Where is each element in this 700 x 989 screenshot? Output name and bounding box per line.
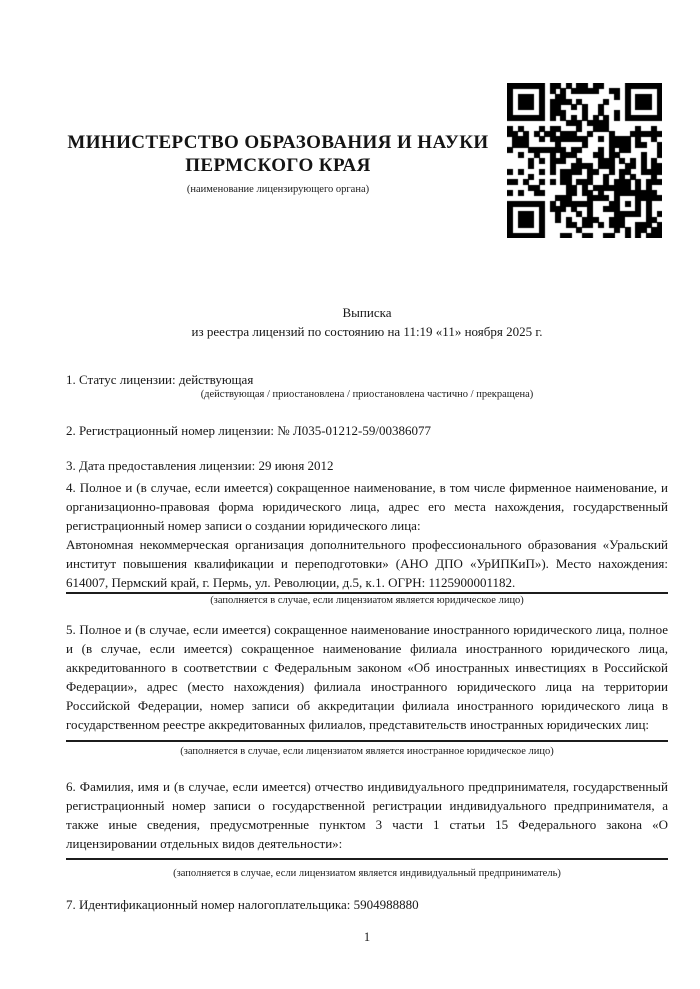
extract-body: [66, 303, 668, 944]
item-taxpayer-number: 7. Идентификационный номер налогоплательщика: 5904988880: [66, 897, 419, 912]
qr-code: [507, 83, 662, 238]
fill-line-foreign-entity: [66, 740, 668, 742]
item-grant-date: 3. Дата предоставления лицензии: 29 июня 2012: [66, 458, 334, 473]
item-foreign-entity: 5. Полное и (в случае, если имеется) сокращенное наименование иностранного юридического лица, полное и (в случае, если имеется) сокращенное наименование филиала иностранного юридического лица, аккредитованного в соответствии с Федеральным законом «Об иностранных инвестициях в Российской Федерации», адрес (место нахождения) филиала иностранного юридического лица на территории Российской Федерации, номер записи об аккредитации филиала иностранного юридического лица в государственном реестре аккредитованных филиалов, представительств иностранных юридических лиц:: [66, 622, 668, 732]
fill-line-legal-entity: [66, 592, 668, 594]
fill-line-individual-entrepreneur: [66, 858, 668, 860]
item-legal-entity-label: 4. Полное и (в случае, если имеется) сокращенное наименование, в том числе фирменное наименование, и организационно-правовая форма юридического лица, адрес его места нахождения, государственный регистрационный номер записи о создании юридического лица:: [66, 480, 668, 533]
page-number: 1: [363, 930, 371, 944]
document-title-line2: из реестра лицензий по состоянию на 11:19 «11» ноября 2025 г.: [191, 324, 543, 339]
item-foreign-entity-caption: (заполняется в случае, если лицензиатом является иностранное юридическое лицо): [180, 746, 554, 757]
item-registration-number: 2. Регистрационный номер лицензии: № Л035-01212-59/00386077: [66, 423, 432, 438]
item-individual-entrepreneur: 6. Фамилия, имя и (в случае, если имеется) отчество индивидуального предпринимателя, государственный регистрационный номер записи о государственной регистрации индивидуального предпринимателя, а также иные сведения, предусмотренные пунктом 3 части 1 статьи 15 Федерального закона «О лицензировании отдельных видов деятельности»:: [66, 779, 668, 851]
licensing-authority-caption: (наименование лицензирующего органа): [186, 184, 370, 195]
document-title: [66, 303, 668, 341]
ministry-name-line2: ПЕРМСКОГО КРАЯ: [185, 155, 371, 176]
item-license-status: 1. Статус лицензии: действующая: [66, 372, 254, 387]
licensing-authority-header: [53, 131, 503, 196]
item-individual-entrepreneur-caption: (заполняется в случае, если лицензиатом является индивидуальный предприниматель): [173, 868, 561, 879]
item-legal-entity-value: Автономная некоммерческая организация дополнительного профессионального образования «Уральский институт повышения квалификации и переподготовки» (АНО ДПО «УрИПКиП»). Место нахождения: 614007, Пермский край, г. Пермь, ул. Революции, д.5, к.1. ОГРН: 1125900001182.: [66, 537, 668, 590]
ministry-name-line1: МИНИСТЕРСТВО ОБРАЗОВАНИЯ И НАУКИ: [67, 132, 489, 153]
item-legal-entity: [66, 478, 668, 592]
item-legal-entity-caption: (заполняется в случае, если лицензиатом является юридическое лицо): [210, 595, 524, 606]
document-title-line1: Выписка: [342, 305, 392, 320]
item-license-status-caption: (действующая / приостановлена / приостановлена частично / прекращена): [200, 389, 534, 400]
